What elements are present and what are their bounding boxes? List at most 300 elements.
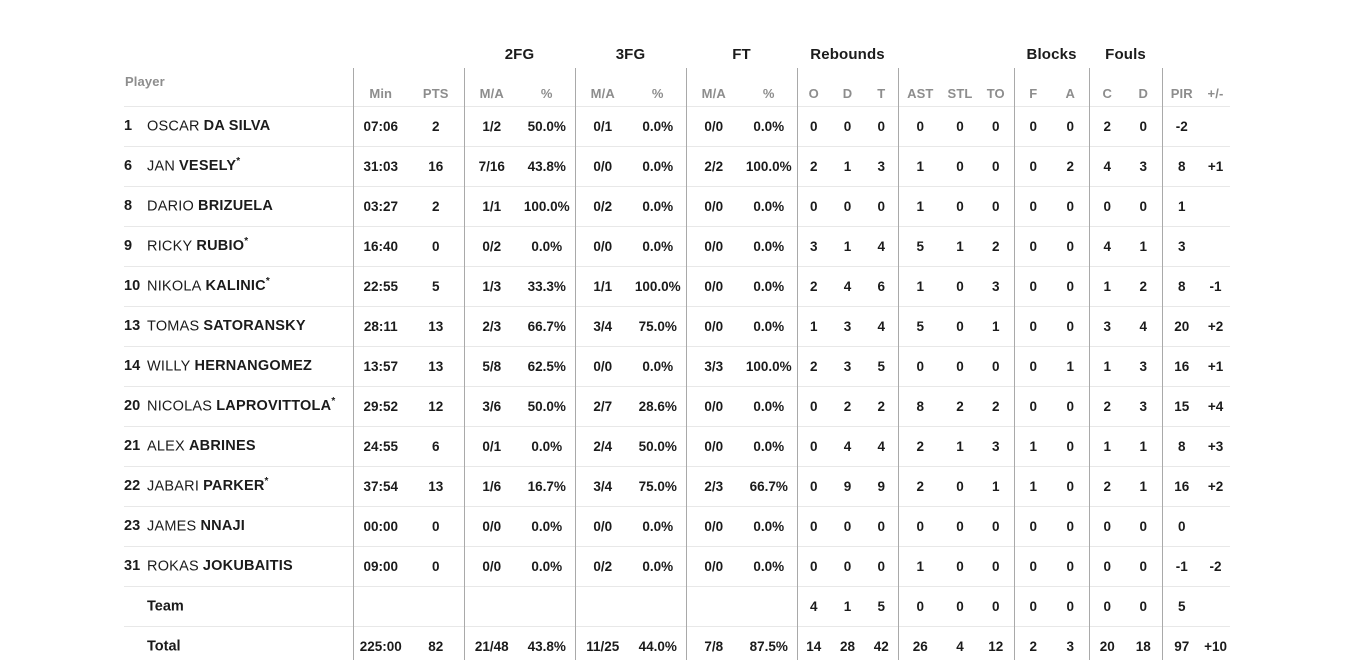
cell-3fg-ma: 0/0 — [575, 346, 630, 386]
table-row — [124, 226, 1230, 266]
cell-pir: 8 — [1162, 266, 1201, 306]
column-header-ft-pct: % — [762, 85, 775, 101]
player-cell — [124, 426, 353, 466]
cell-reb-t: 4 — [865, 426, 898, 466]
starter-mark: * — [236, 155, 241, 167]
cell-blocks-a: 0 — [1052, 426, 1089, 466]
column-header-player: Player — [125, 74, 165, 90]
player-cell — [124, 466, 353, 506]
cell-reb-t: 5 — [865, 346, 898, 386]
cell-ft-ma: 0/0 — [686, 426, 741, 466]
cell-pts: 0 — [408, 546, 464, 586]
column-header-reb-t: T — [877, 85, 886, 101]
cell-3fg-ma: 0/0 — [575, 506, 630, 546]
cell-min — [353, 586, 408, 626]
cell-reb-o: 0 — [797, 546, 830, 586]
cell-reb-o: 2 — [797, 146, 830, 186]
cell-reb-o: 14 — [797, 626, 830, 660]
cell-stl: 0 — [942, 266, 978, 306]
table-row — [124, 346, 1230, 386]
cell-reb-t: 0 — [865, 106, 898, 146]
column-header-2fg-ma: M/A — [464, 68, 519, 106]
cell-to: 0 — [978, 586, 1014, 626]
column-header-pts: PTS — [422, 85, 449, 101]
player-cell — [124, 586, 353, 626]
cell-2fg-pct: 0.0% — [519, 226, 575, 266]
cell-ft-ma: 2/3 — [686, 466, 741, 506]
cell-fouls-d: 0 — [1125, 186, 1162, 226]
cell-pts: 13 — [408, 306, 464, 346]
cell-to: 3 — [978, 426, 1014, 466]
player-first-name: JABARI — [147, 478, 200, 495]
player-number: 8 — [124, 198, 133, 215]
player-cell — [124, 266, 353, 306]
cell-fouls-d: 2 — [1125, 266, 1162, 306]
cell-fouls-d: 0 — [1125, 586, 1162, 626]
cell-fouls-c: 2 — [1089, 386, 1125, 426]
player-number: 1 — [124, 118, 133, 135]
cell-reb-o: 4 — [797, 586, 830, 626]
cell-blocks-a: 2 — [1052, 146, 1089, 186]
cell-3fg-pct: 0.0% — [630, 346, 686, 386]
cell-reb-o: 1 — [797, 306, 830, 346]
group-header-row — [124, 40, 1230, 68]
cell-2fg-pct: 100.0% — [519, 186, 575, 226]
cell-3fg-pct: 0.0% — [630, 146, 686, 186]
cell-pts: 0 — [408, 226, 464, 266]
player-last-name: ABRINES — [188, 438, 256, 455]
cell-plus-minus — [1201, 106, 1230, 146]
cell-reb-d: 0 — [830, 106, 865, 146]
cell-reb-d: 4 — [830, 426, 865, 466]
cell-3fg-pct: 0.0% — [630, 546, 686, 586]
table-row — [124, 186, 1230, 226]
cell-blocks-f: 0 — [1014, 186, 1052, 226]
cell-pts: 13 — [408, 466, 464, 506]
cell-ft-pct: 66.7% — [741, 466, 797, 506]
player-first-name: RICKY — [147, 238, 193, 255]
cell-ast: 1 — [898, 266, 942, 306]
cell-3fg-ma: 3/4 — [575, 466, 630, 506]
cell-min: 16:40 — [353, 226, 408, 266]
starter-mark: * — [265, 275, 270, 287]
group-header-spacer — [898, 40, 1014, 68]
cell-blocks-a: 3 — [1052, 626, 1089, 660]
cell-fouls-c: 0 — [1089, 546, 1125, 586]
player-cell — [124, 186, 353, 226]
cell-reb-d: 0 — [830, 546, 865, 586]
cell-ft-ma: 0/0 — [686, 266, 741, 306]
cell-blocks-f: 0 — [1014, 506, 1052, 546]
cell-blocks-a: 0 — [1052, 106, 1089, 146]
table-row — [124, 586, 1230, 626]
cell-fouls-c: 0 — [1089, 586, 1125, 626]
player-cell — [124, 506, 353, 546]
group-header-rebounds: Rebounds — [810, 45, 885, 63]
player-cell — [124, 546, 353, 586]
cell-stl: 0 — [942, 346, 978, 386]
cell-fouls-d: 3 — [1125, 146, 1162, 186]
cell-blocks-f: 0 — [1014, 546, 1052, 586]
cell-fouls-c: 4 — [1089, 146, 1125, 186]
cell-2fg-pct — [519, 586, 575, 626]
cell-reb-o: 2 — [797, 346, 830, 386]
player-last-name: HERNANGOMEZ — [194, 358, 313, 375]
cell-2fg-ma: 1/3 — [464, 266, 519, 306]
cell-pir: -1 — [1162, 546, 1201, 586]
cell-pts: 16 — [408, 146, 464, 186]
group-header-3fg: 3FG — [615, 45, 646, 63]
cell-min: 13:57 — [353, 346, 408, 386]
cell-plus-minus: +1 — [1201, 346, 1230, 386]
player-first-name: JAMES — [147, 518, 197, 535]
row-label: Team — [147, 598, 184, 615]
cell-ft-ma: 0/0 — [686, 506, 741, 546]
player-number: 9 — [124, 238, 133, 255]
cell-pir: 16 — [1162, 466, 1201, 506]
cell-ft-ma: 0/0 — [686, 226, 741, 266]
cell-blocks-a: 0 — [1052, 306, 1089, 346]
group-header-ft: FT — [732, 45, 751, 63]
column-header-plus-minus: +/- — [1207, 85, 1224, 101]
cell-ft-ma: 0/0 — [686, 106, 741, 146]
player-first-name: OSCAR — [147, 118, 200, 135]
cell-reb-t: 4 — [865, 226, 898, 266]
table-row — [124, 386, 1230, 426]
cell-blocks-f: 1 — [1014, 466, 1052, 506]
player-first-name: NIKOLA — [147, 278, 202, 295]
player-number: 6 — [124, 158, 133, 175]
cell-reb-t: 0 — [865, 546, 898, 586]
cell-fouls-d: 3 — [1125, 346, 1162, 386]
cell-pir: 15 — [1162, 386, 1201, 426]
cell-min: 31:03 — [353, 146, 408, 186]
cell-ast: 0 — [898, 506, 942, 546]
column-header-pir: PIR — [1162, 68, 1201, 106]
cell-stl: 4 — [942, 626, 978, 660]
cell-pir: 8 — [1162, 426, 1201, 466]
cell-pir: 5 — [1162, 586, 1201, 626]
cell-3fg-ma — [575, 586, 630, 626]
cell-reb-t: 2 — [865, 386, 898, 426]
cell-min: 28:11 — [353, 306, 408, 346]
cell-fouls-c: 1 — [1089, 346, 1125, 386]
cell-pts: 2 — [408, 106, 464, 146]
cell-plus-minus: +3 — [1201, 426, 1230, 466]
cell-3fg-ma: 2/4 — [575, 426, 630, 466]
cell-fouls-c: 0 — [1089, 506, 1125, 546]
cell-blocks-a: 0 — [1052, 586, 1089, 626]
cell-fouls-d: 1 — [1125, 426, 1162, 466]
cell-reb-t: 9 — [865, 466, 898, 506]
player-number: 13 — [124, 318, 141, 335]
cell-reb-o: 0 — [797, 426, 830, 466]
cell-plus-minus — [1201, 186, 1230, 226]
cell-3fg-pct: 75.0% — [630, 466, 686, 506]
cell-2fg-pct: 0.0% — [519, 546, 575, 586]
player-number: 31 — [124, 558, 141, 575]
cell-2fg-ma: 5/8 — [464, 346, 519, 386]
cell-to: 12 — [978, 626, 1014, 660]
cell-2fg-ma: 1/1 — [464, 186, 519, 226]
player-first-name: ALEX — [147, 438, 185, 455]
column-header-ft-ma: M/A — [686, 68, 741, 106]
cell-reb-t: 42 — [865, 626, 898, 660]
cell-fouls-d: 18 — [1125, 626, 1162, 660]
column-header-stl: STL — [947, 85, 973, 101]
cell-stl: 1 — [942, 426, 978, 466]
cell-ft-ma: 0/0 — [686, 186, 741, 226]
cell-reb-o: 3 — [797, 226, 830, 266]
cell-reb-d: 3 — [830, 306, 865, 346]
cell-blocks-a: 0 — [1052, 506, 1089, 546]
cell-3fg-pct: 50.0% — [630, 426, 686, 466]
cell-pts: 0 — [408, 506, 464, 546]
cell-blocks-f: 0 — [1014, 586, 1052, 626]
starter-mark: * — [264, 475, 269, 487]
cell-ast: 0 — [898, 346, 942, 386]
cell-reb-o: 0 — [797, 386, 830, 426]
cell-plus-minus: -2 — [1201, 546, 1230, 586]
player-last-name: SATORANSKY — [203, 318, 306, 335]
group-header-fouls: Fouls — [1105, 45, 1146, 63]
player-first-name: JAN — [147, 158, 176, 175]
cell-fouls-c: 4 — [1089, 226, 1125, 266]
cell-reb-t: 0 — [865, 506, 898, 546]
cell-blocks-f: 1 — [1014, 426, 1052, 466]
cell-pts: 5 — [408, 266, 464, 306]
cell-ast: 0 — [898, 586, 942, 626]
cell-3fg-pct: 44.0% — [630, 626, 686, 660]
cell-3fg-ma: 11/25 — [575, 626, 630, 660]
cell-ft-ma: 7/8 — [686, 626, 741, 660]
cell-reb-o: 0 — [797, 466, 830, 506]
cell-blocks-a: 0 — [1052, 186, 1089, 226]
cell-to: 3 — [978, 266, 1014, 306]
cell-3fg-pct: 100.0% — [630, 266, 686, 306]
cell-3fg-ma: 2/7 — [575, 386, 630, 426]
player-last-name: DA SILVA — [203, 118, 271, 135]
player-number: 22 — [124, 478, 141, 495]
cell-to: 1 — [978, 306, 1014, 346]
group-header-spacer — [124, 40, 353, 68]
cell-pir: 8 — [1162, 146, 1201, 186]
column-header-3fg-pct: % — [651, 85, 664, 101]
box-score-table — [124, 40, 1230, 660]
cell-3fg-ma: 3/4 — [575, 306, 630, 346]
player-number: 21 — [124, 438, 141, 455]
cell-blocks-f: 0 — [1014, 146, 1052, 186]
cell-pir: 3 — [1162, 226, 1201, 266]
cell-3fg-pct — [630, 586, 686, 626]
cell-ast: 2 — [898, 466, 942, 506]
cell-2fg-ma: 1/2 — [464, 106, 519, 146]
column-header-reb-d: D — [842, 85, 853, 101]
cell-ast: 1 — [898, 186, 942, 226]
column-header-fouls-c: C — [1089, 68, 1125, 106]
cell-ft-pct: 0.0% — [741, 506, 797, 546]
cell-fouls-d: 0 — [1125, 106, 1162, 146]
cell-stl: 0 — [942, 186, 978, 226]
cell-ast: 26 — [898, 626, 942, 660]
cell-ast: 1 — [898, 146, 942, 186]
cell-to: 0 — [978, 346, 1014, 386]
column-header-min: Min — [353, 68, 408, 106]
cell-3fg-ma: 0/2 — [575, 186, 630, 226]
cell-stl: 0 — [942, 466, 978, 506]
cell-reb-t: 3 — [865, 146, 898, 186]
table-row — [124, 466, 1230, 506]
player-cell — [124, 146, 353, 186]
cell-pts: 12 — [408, 386, 464, 426]
cell-ast: 5 — [898, 226, 942, 266]
cell-blocks-f: 0 — [1014, 266, 1052, 306]
cell-stl: 0 — [942, 586, 978, 626]
player-first-name: DARIO — [147, 198, 195, 215]
table-row — [124, 546, 1230, 586]
player-first-name: ROKAS — [147, 558, 199, 575]
cell-pir: 97 — [1162, 626, 1201, 660]
cell-reb-o: 0 — [797, 186, 830, 226]
cell-fouls-c: 20 — [1089, 626, 1125, 660]
cell-pir: 0 — [1162, 506, 1201, 546]
cell-fouls-c: 2 — [1089, 466, 1125, 506]
cell-reb-t: 0 — [865, 186, 898, 226]
table-row — [124, 626, 1230, 660]
player-last-name: BRIZUELA — [198, 198, 274, 215]
column-header-2fg-pct: % — [540, 85, 553, 101]
cell-3fg-ma: 0/2 — [575, 546, 630, 586]
cell-to: 2 — [978, 226, 1014, 266]
table-row — [124, 506, 1230, 546]
cell-2fg-ma: 0/0 — [464, 546, 519, 586]
player-last-name: KALINIC — [205, 278, 266, 295]
cell-2fg-ma: 0/1 — [464, 426, 519, 466]
table-row — [124, 426, 1230, 466]
cell-fouls-c: 0 — [1089, 186, 1125, 226]
cell-plus-minus: +2 — [1201, 306, 1230, 346]
cell-2fg-pct: 16.7% — [519, 466, 575, 506]
cell-ft-ma: 3/3 — [686, 346, 741, 386]
cell-reb-t: 4 — [865, 306, 898, 346]
cell-ast: 8 — [898, 386, 942, 426]
cell-stl: 0 — [942, 546, 978, 586]
player-cell — [124, 106, 353, 146]
player-cell — [124, 626, 353, 660]
cell-ast: 2 — [898, 426, 942, 466]
cell-reb-t: 6 — [865, 266, 898, 306]
cell-to: 1 — [978, 466, 1014, 506]
cell-2fg-pct: 43.8% — [519, 626, 575, 660]
cell-blocks-f: 2 — [1014, 626, 1052, 660]
cell-to: 0 — [978, 186, 1014, 226]
player-last-name: RUBIO — [196, 238, 245, 255]
cell-ast: 1 — [898, 546, 942, 586]
player-number: 10 — [124, 278, 141, 295]
player-number: 23 — [124, 518, 141, 535]
cell-plus-minus — [1201, 506, 1230, 546]
player-cell — [124, 346, 353, 386]
cell-stl: 0 — [942, 106, 978, 146]
table-row — [124, 266, 1230, 306]
cell-3fg-pct: 0.0% — [630, 106, 686, 146]
cell-pts: 2 — [408, 186, 464, 226]
cell-blocks-f: 0 — [1014, 306, 1052, 346]
starter-mark: * — [244, 235, 249, 247]
column-header-to: TO — [986, 85, 1005, 101]
cell-reb-d: 3 — [830, 346, 865, 386]
cell-pts: 13 — [408, 346, 464, 386]
cell-reb-o: 0 — [797, 506, 830, 546]
cell-reb-t: 5 — [865, 586, 898, 626]
column-header-blocks-a: A — [1065, 85, 1076, 101]
cell-ft-pct: 87.5% — [741, 626, 797, 660]
cell-3fg-pct: 75.0% — [630, 306, 686, 346]
player-first-name: WILLY — [147, 358, 191, 375]
cell-ft-ma: 0/0 — [686, 386, 741, 426]
cell-ft-pct: 100.0% — [741, 146, 797, 186]
table-row — [124, 306, 1230, 346]
cell-fouls-c: 1 — [1089, 426, 1125, 466]
column-header-reb-o: O — [797, 68, 830, 106]
cell-ft-ma — [686, 586, 741, 626]
cell-pts: 6 — [408, 426, 464, 466]
table-row — [124, 106, 1230, 146]
column-header-row — [124, 68, 1230, 106]
cell-pir: 1 — [1162, 186, 1201, 226]
cell-ft-pct — [741, 586, 797, 626]
cell-2fg-ma: 2/3 — [464, 306, 519, 346]
cell-ft-pct: 0.0% — [741, 426, 797, 466]
cell-blocks-a: 0 — [1052, 266, 1089, 306]
cell-fouls-d: 0 — [1125, 546, 1162, 586]
cell-2fg-ma: 7/16 — [464, 146, 519, 186]
cell-to: 0 — [978, 106, 1014, 146]
cell-to: 0 — [978, 546, 1014, 586]
cell-2fg-pct: 62.5% — [519, 346, 575, 386]
player-number: 20 — [124, 398, 141, 415]
cell-to: 0 — [978, 506, 1014, 546]
cell-fouls-d: 4 — [1125, 306, 1162, 346]
cell-stl: 0 — [942, 146, 978, 186]
cell-reb-d: 28 — [830, 626, 865, 660]
cell-3fg-ma: 0/0 — [575, 146, 630, 186]
table-row — [124, 146, 1230, 186]
player-last-name: PARKER — [203, 478, 265, 495]
cell-reb-d: 1 — [830, 586, 865, 626]
cell-plus-minus: +1 — [1201, 146, 1230, 186]
cell-blocks-a: 1 — [1052, 346, 1089, 386]
cell-3fg-pct: 0.0% — [630, 506, 686, 546]
cell-blocks-a: 0 — [1052, 466, 1089, 506]
cell-3fg-ma: 0/0 — [575, 226, 630, 266]
cell-blocks-f: 0 — [1014, 386, 1052, 426]
cell-stl: 1 — [942, 226, 978, 266]
table-body — [124, 106, 1230, 660]
cell-2fg-pct: 50.0% — [519, 106, 575, 146]
cell-min: 225:00 — [353, 626, 408, 660]
player-cell — [124, 226, 353, 266]
player-first-name: TOMAS — [147, 318, 200, 335]
cell-2fg-pct: 43.8% — [519, 146, 575, 186]
player-last-name: VESELY — [179, 158, 237, 175]
cell-ft-pct: 100.0% — [741, 346, 797, 386]
cell-fouls-d: 1 — [1125, 466, 1162, 506]
cell-reb-d: 0 — [830, 186, 865, 226]
cell-reb-d: 4 — [830, 266, 865, 306]
cell-reb-d: 0 — [830, 506, 865, 546]
cell-3fg-pct: 0.0% — [630, 226, 686, 266]
